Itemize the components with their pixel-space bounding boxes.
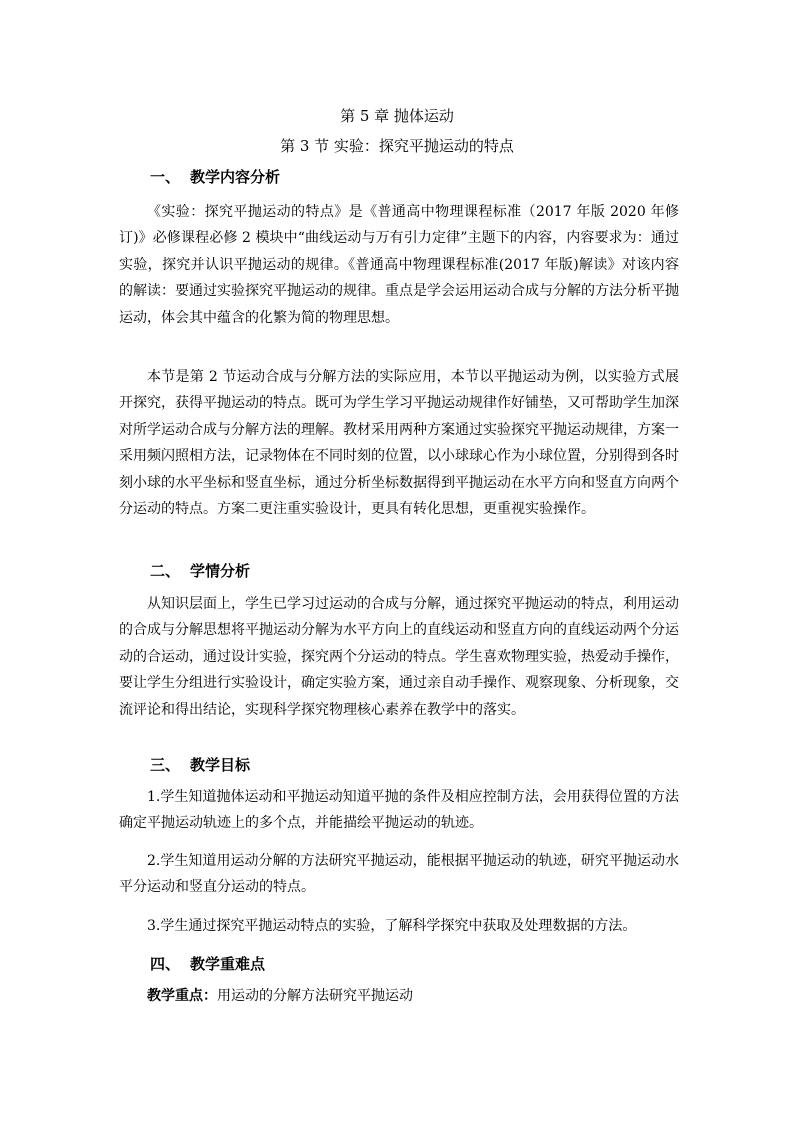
key-point-text: 用运动的分解方法研究平抛运动 xyxy=(217,988,413,1004)
goal-item: 3.学生通过探究平抛运动特点的实验，了解科学探究中获取及处理数据的方法。 xyxy=(147,918,637,934)
goal-item: 2.学生知道用运动分解的方法研究平抛运动，能根据平抛运动的轨迹，研究平抛运动水平分运动和竖直分运动的特点。 xyxy=(119,853,679,896)
heading-text: 教学目标 xyxy=(190,756,251,774)
heading-text: 学情分析 xyxy=(190,562,251,580)
heading-number: 三、 xyxy=(150,756,181,774)
heading-text: 教学重难点 xyxy=(190,955,266,973)
key-point-label: 教学重点： xyxy=(147,988,217,1004)
heading-number: 一、 xyxy=(150,168,181,186)
heading-student-analysis xyxy=(150,561,250,581)
paragraph: 本节是第 2 节运动合成与分解方法的实际应用，本节以平抛运动为例，以实验方式展开探究，获得平抛运动的特点。既可为学生学习平抛运动规律作好铺垫，又可帮助学生加深对所学运动合成与分解方法的理解。教材采用两种方案通过实验探究平抛运动规律，方案一采用频闪照相方法，记录物体在不同时刻的位置，以小球球心作为小球位置，分别得到各时刻小球的水平坐标和竖直坐标，通过分析坐标数据得到平抛运动在水平方向和竖直方向两个分运动的特点。方案二更注重实验设计，更具有转化思想，更重视实验操作。 xyxy=(119,369,679,518)
chapter-title: 第 5 章 抛体运动 xyxy=(340,107,454,125)
heading-number: 四、 xyxy=(150,955,181,973)
heading-teaching-goals xyxy=(150,755,250,775)
heading-key-difficulties xyxy=(150,954,265,974)
paragraph: 《实验：探究平抛运动的特点》是《普通高中物理课程标准（2017 年版 2020 年修订)》必修课程必修 2 模块中“曲线运动与万有引力定律”主题下的内容，内容要求为：通过实验，探究并认识平抛运动的规律。《普通高中物理课程标准(2017 年版)解读》对该内容的解读：要通过实验探究平抛运动的规律。重点是学会运用运动合成与分解的方法分析平抛运动，体会其中蕴含的化繁为简的物理思想。 xyxy=(119,204,679,326)
heading-number: 二、 xyxy=(150,562,181,580)
heading-content-analysis xyxy=(150,167,280,187)
goal-item: 1.学生知道抛体运动和平抛运动知道平抛的条件及相应控制方法，会用获得位置的方法确定平抛运动轨迹上的多个点，并能描绘平抛运动的轨迹。 xyxy=(119,789,679,832)
key-point-line xyxy=(147,985,413,1007)
heading-text: 教学内容分析 xyxy=(190,168,281,186)
section-title: 第 3 节 实验：探究平抛运动的特点 xyxy=(280,137,514,155)
paragraph: 从知识层面上，学生已学习过运动的合成与分解，通过探究平抛运动的特点，利用运动的合成与分解思想将平抛运动分解为水平方向上的直线运动和竖直方向的直线运动两个分运动的合运动，通过设计实验，探究两个分运动的特点。学生喜欢物理实验，热爱动手操作，要让学生分组进行实验设计，确定实验方案，通过亲自动手操作、观察现象、分析现象，交流评论和得出结论，实现科学探究物理核心素养在教学中的落实。 xyxy=(119,596,679,718)
